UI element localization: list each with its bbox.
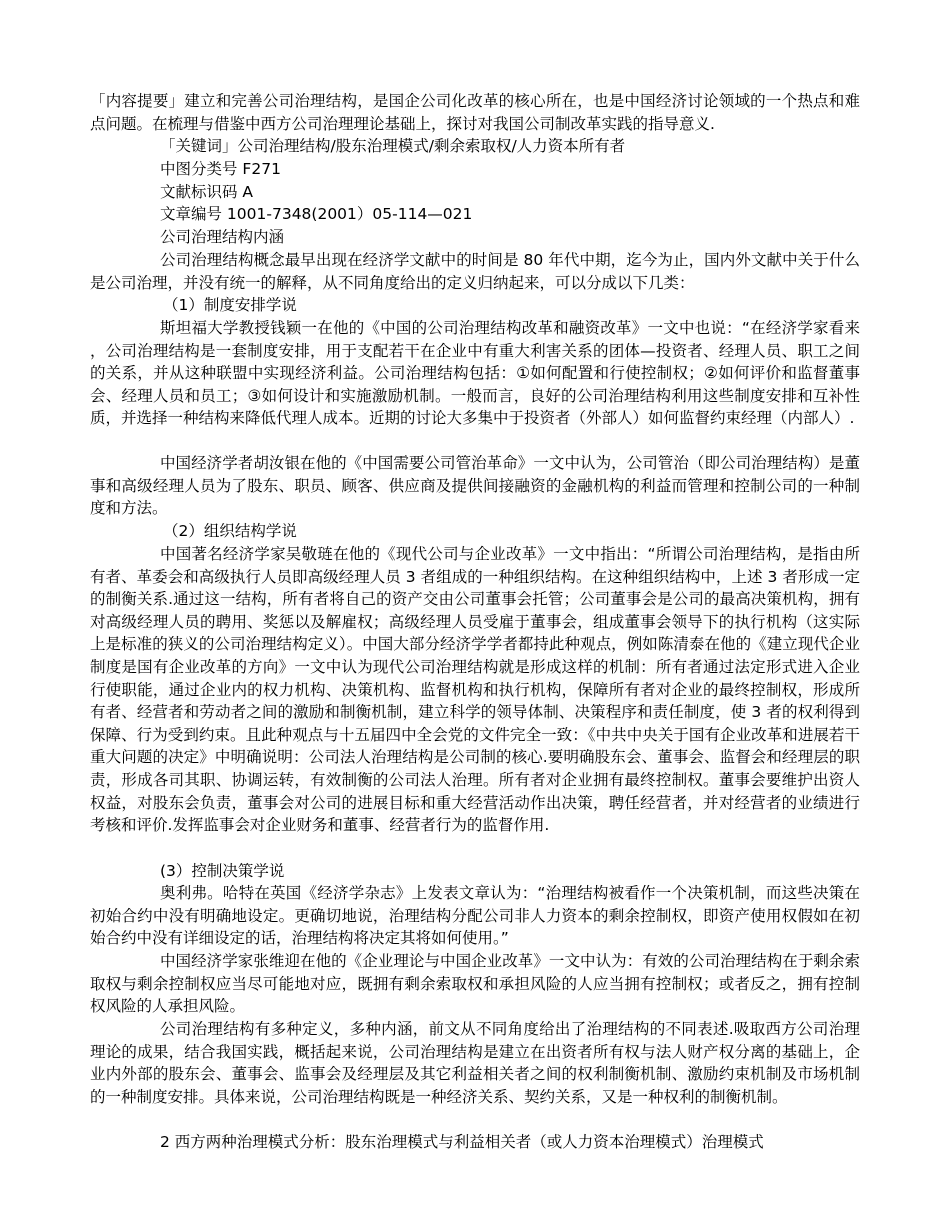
subsection-title-institutional: （1）制度安排学说 — [163, 296, 297, 314]
paragraph-zhang-weiying: 中国经济学家张维迎在他的《企业理论与中国企业改革》一文中认为：有效的公司治理结构在于剩余索取权与剩余控制权应当尽可能地对应，既拥有剩余索取权和承担风险的人应当拥有控制权；或者反之，拥有控制权风险的人承担风险。 — [90, 952, 860, 1016]
paragraph-hu-ruyin: 中国经济学者胡汝银在他的《中国需要公司管治革命》一文中认为，公司管治（即公司治理结构）是董事和高级经理人员为了股东、职员、顾客、供应商及提供间接融资的金融机构的利益而管理和控制公司的一种制度和方法。 — [90, 454, 860, 518]
paragraph-qian-yingyi: 斯坦福大学教授钱颖一在他的《中国的公司治理结构改革和融资改革》一文中也说：“在经济学家看来，公司治理结构是一套制度安排，用于支配若干在企业中有重大利害关系的团体—投资者、经理人员、职工之间的关系，并从这种联盟中实现经济利益。公司治理结构包括：①如何配置和行使控制权；②如何评价和监督董事会、经理人员和员工；③如何设计和实施激励机制。一般而言，良好的公司治理结构利用这些制度安排和互补性质，并选择一种结构来降低代理人成本。近期的讨论大多集中于投资者（外部人）如何监督约束经理（内部人）. — [90, 319, 860, 428]
article-number: 文章编号 1001-7348(2001）05-114—021 — [160, 205, 473, 223]
section-title-western-models: 2 西方两种治理模式分析：股东治理模式与利益相关者（或人力资本治理模式）治理模式 — [160, 1133, 764, 1151]
paragraph-wu-jinglian: 中国著名经济学家吴敬琏在他的《现代公司与企业改革》一文中指出：“所谓公司治理结构，是指由所有者、革委会和高级执行人员即高级经理人员 3 者组成的一种组织结构。在这种组织结构中，上述 3 者形成一定的制衡关系.通过这一结构，所有者将自己的资产交由公司董事会托管；公司董事会是公司的最高决策机构，拥有对高级经理人员的聘用、奖惩以及解雇权；高级经理人员受雇于董事会，组成董事会领导下的执行机构（这实际上是标准的狭义的公司治理结构定义）。中国大部分经济学学者都持此种观点，例如陈清泰在他的《建立现代企业制度是国有企业改革的方向》一文中认为现代公司治理结构就是形成这样的机制：所有者通过法定形式进入企业行使职能，通过企业内的权力机构、决策机构、监督机构和执行机构，保障所有者对企业的最终控制权，形成所有者、经营者和劳动者之间的激励和制衡机制，建立科学的领导体制、决策程序和责任制度，使 3 者的权利得到保障、行为受到约束。且此种观点与十五届四中全会党的文件完全一致：《中共中央关于国有企业改革和进展若干重大问题的决定》中明确说明：公司法人治理结构是公司制的核心.要明确股东会、董事会、监督会和经理层的职责，形成各司其职、协调运转，有效制衡的公司法人治理。所有者对企业拥有最终控制权。董事会要维护出资人权益，对股东会负责，董事会对公司的进展目标和重大经营活动作出决策，聘任经营者，并对经营者的业绩进行考核和评价.发挥监事会对企业财务和董事、经营者行为的监督作用. — [90, 545, 860, 835]
document-code: 文献标识码 A — [160, 183, 254, 201]
abstract-paragraph: 「内容提要」建立和完善公司治理结构，是国企公司化改革的核心所在，也是中国经济讨论领域的一个热点和难点问题。在梳理与借鉴中西方公司治理理论基础上，探讨对我国公司制改革实践的指导意义. — [90, 92, 860, 133]
subsection-title-organizational: （2）组织结构学说 — [163, 522, 297, 540]
paragraph-oliver-hart: 奥利弗。哈特在英国《经济学杂志》上发表文章认为：“治理结构被看作一个决策机制，而这些决策在初始合约中没有明确地设定。更确切地说，治理结构分配公司非人力资本的剩余控制权，即资产使用权假如在初始合约中没有详细设定的话，治理结构将决定其将如何使用。” — [90, 884, 860, 948]
intro-paragraph: 公司治理结构概念最早出现在经济学文献中的时间是 80 年代中期，迄今为止，国内外文献中关于什么是公司治理，并没有统一的解释，从不同角度给出的定义归纳起来，可以分成以下几类： — [90, 251, 860, 292]
subsection-title-control-decision: (3）控制决策学说 — [160, 862, 285, 880]
section-title-governance-connotation: 公司治理结构内涵 — [160, 228, 285, 246]
classification-number: 中图分类号 F271 — [160, 160, 281, 178]
summary-paragraph: 公司治理结构有多种定义，多种内涵，前文从不同角度给出了治理结构的不同表述.吸取西方公司治理理论的成果，结合我国实践，概括起来说，公司治理结构是建立在出资者所有权与法人财产权分离的基础上，企业内外部的股东会、董事会、监事会及经理层及其它利益相关者之间的权利制衡机制、激励约束机制及市场机制的一种制度安排。具体来说，公司治理结构既是一种经济关系、契约关系，又是一种权利的制衡机制。 — [90, 1020, 860, 1106]
keywords-line: 「关键词」公司治理结构/股东治理模式/剩余索取权/人力资本所有者 — [160, 137, 626, 155]
